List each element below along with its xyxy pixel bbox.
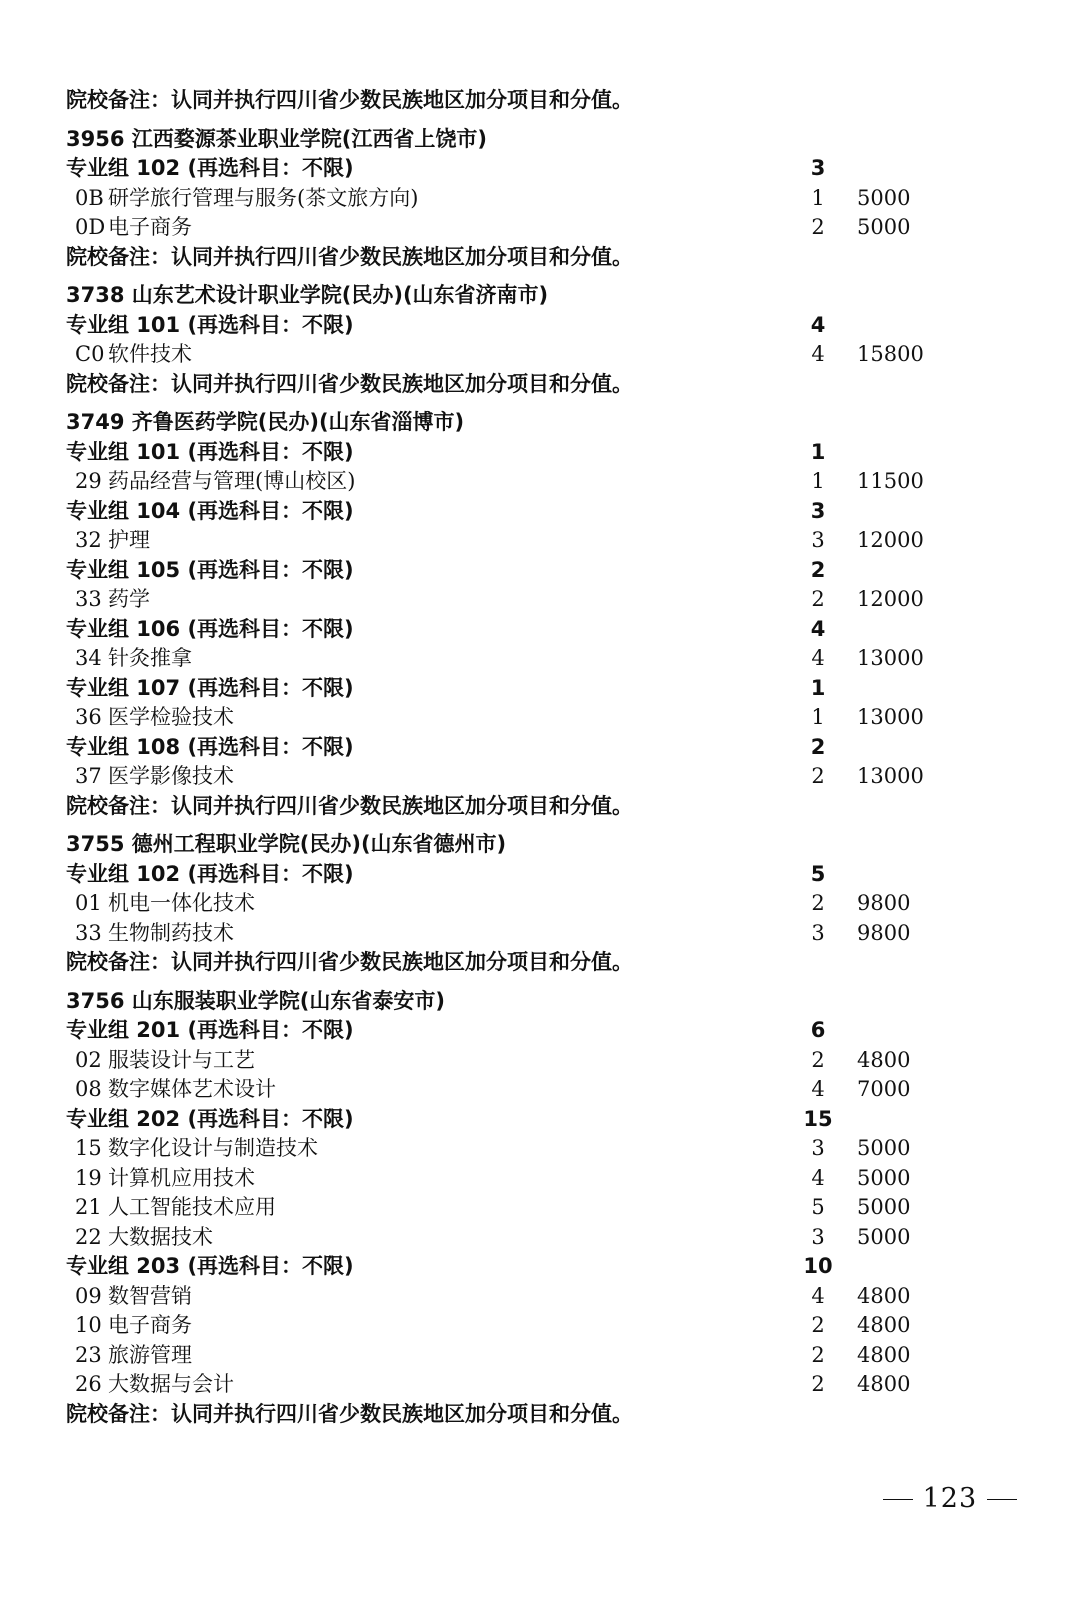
major-code: 0D: [75, 215, 106, 239]
major-row: [66, 1311, 966, 1341]
major-row: [66, 1223, 966, 1253]
page-footer: [883, 1483, 1017, 1514]
school-note: 院校备注：认同并执行四川省少数民族地区加分项目和分值。: [66, 244, 633, 269]
group-header: 专业组 107 (再选科目：不限): [66, 675, 354, 700]
major-tuition: 4800: [857, 1313, 911, 1337]
group-row: [66, 1016, 966, 1046]
group-header: 专业组 105 (再选科目：不限): [66, 557, 354, 582]
major-name: 软件技术: [108, 342, 192, 366]
major-name: 数字媒体艺术设计: [108, 1077, 276, 1101]
major-name: 针灸推拿: [108, 646, 192, 670]
group-plan-count: 4: [810, 312, 826, 337]
major-plan-count: 1: [811, 185, 825, 210]
major-plan-count: 2: [811, 1372, 825, 1396]
major-code: 19: [75, 1165, 102, 1190]
major-tuition: 5000: [857, 1195, 911, 1219]
major-name: 大数据与会计: [108, 1372, 234, 1396]
major-tuition: 5000: [857, 185, 911, 210]
major-code: 01: [75, 891, 102, 915]
school-note: 院校备注：认同并执行四川省少数民族地区加分项目和分值。: [66, 950, 633, 974]
major-tuition: 7000: [857, 1077, 911, 1101]
group-header: 专业组 108 (再选科目：不限): [66, 734, 354, 759]
major-tuition: 4800: [857, 1283, 911, 1308]
major-name: 旅游管理: [108, 1342, 192, 1367]
major-code: 08: [75, 1077, 102, 1101]
major-name: 电子商务: [108, 1313, 192, 1337]
group-row: [66, 1105, 966, 1135]
group-plan-count: 5: [810, 861, 826, 886]
group-row: [66, 733, 966, 763]
major-tuition: 5000: [857, 1165, 911, 1190]
major-row: [66, 1046, 966, 1076]
major-row: [66, 703, 966, 733]
major-name: 人工智能技术应用: [108, 1195, 276, 1219]
major-tuition: 12000: [857, 528, 924, 552]
group-plan-count: 3: [810, 156, 826, 180]
major-plan-count: 2: [811, 1313, 825, 1337]
major-plan-count: 3: [811, 1136, 825, 1160]
group-header: 专业组 104 (再选科目：不限): [66, 498, 354, 523]
group-row: [66, 497, 966, 527]
major-code: 10: [75, 1313, 102, 1337]
major-code: 33: [75, 920, 102, 945]
major-plan-count: 4: [811, 1077, 825, 1101]
major-name: 生物制药技术: [108, 920, 234, 945]
footer-dash-right: [987, 1499, 1017, 1500]
major-row: [66, 1075, 966, 1105]
group-row: [66, 860, 966, 890]
major-plan-count: 3: [811, 528, 825, 552]
group-plan-count: 2: [810, 557, 826, 582]
major-plan-count: 3: [811, 1224, 825, 1249]
school-note: 院校备注：认同并执行四川省少数民族地区加分项目和分值。: [66, 371, 633, 396]
major-name: 护理: [108, 528, 150, 552]
major-row: [66, 889, 966, 919]
major-code: 0B: [75, 185, 104, 210]
major-plan-count: 2: [811, 764, 825, 788]
major-row: [66, 526, 966, 556]
major-plan-count: 5: [811, 1195, 825, 1219]
major-tuition: 4800: [857, 1047, 911, 1072]
major-name: 机电一体化技术: [108, 891, 255, 915]
major-name: 服装设计与工艺: [108, 1047, 255, 1072]
major-row: [66, 644, 966, 674]
major-row: [66, 184, 966, 214]
major-plan-count: 4: [811, 1283, 825, 1308]
major-plan-count: 2: [811, 215, 825, 239]
group-header: 专业组 101 (再选科目：不限): [66, 312, 354, 337]
major-plan-count: 4: [811, 342, 825, 366]
major-row: [66, 585, 966, 615]
group-plan-count: 2: [810, 734, 826, 759]
major-tuition: 4800: [857, 1372, 911, 1396]
group-plan-count: 6: [810, 1018, 826, 1042]
major-name: 医学影像技术: [108, 764, 234, 788]
group-plan-count: 4: [810, 616, 826, 641]
major-name: 大数据技术: [108, 1224, 213, 1249]
major-plan-count: 1: [811, 469, 825, 493]
major-row: [66, 762, 966, 792]
major-code: C0: [75, 342, 105, 366]
school-title: 3755 德州工程职业学院(民办)(山东省德州市): [66, 832, 507, 856]
major-plan-count: 4: [811, 1165, 825, 1190]
group-header: 专业组 102 (再选科目：不限): [66, 861, 354, 886]
major-tuition: 13000: [857, 646, 924, 670]
group-header: 专业组 201 (再选科目：不限): [66, 1018, 354, 1042]
group-row: [66, 1252, 966, 1282]
major-name: 计算机应用技术: [108, 1165, 255, 1190]
group-header: 专业组 102 (再选科目：不限): [66, 156, 354, 180]
group-row: [66, 674, 966, 704]
major-tuition: 4800: [857, 1342, 911, 1367]
school-title: 3756 山东服装职业学院(山东省泰安市): [66, 988, 445, 1013]
major-code: 02: [75, 1047, 102, 1072]
school-title: 3738 山东艺术设计职业学院(民办)(山东省济南市): [66, 283, 549, 307]
group-row: [66, 438, 966, 468]
major-code: 22: [75, 1224, 102, 1249]
school-note: 院校备注：认同并执行四川省少数民族地区加分项目和分值。: [66, 88, 633, 112]
major-code: 09: [75, 1283, 102, 1308]
major-code: 29: [75, 469, 102, 493]
major-row: [66, 1370, 966, 1400]
group-row: [66, 154, 966, 184]
major-name: 药学: [108, 587, 150, 611]
major-tuition: 11500: [857, 469, 924, 493]
major-row: [66, 213, 966, 243]
group-plan-count: 10: [803, 1254, 833, 1278]
major-code: 23: [75, 1342, 102, 1367]
major-row: [66, 467, 966, 497]
school-note: 院校备注：认同并执行四川省少数民族地区加分项目和分值。: [66, 1401, 633, 1426]
major-plan-count: 2: [811, 1342, 825, 1367]
major-name: 数字化设计与制造技术: [108, 1136, 318, 1160]
major-row: [66, 1134, 966, 1164]
major-tuition: 13000: [857, 764, 924, 788]
major-name: 药品经营与管理(博山校区): [108, 469, 356, 493]
major-tuition: 15800: [857, 342, 924, 366]
major-name: 电子商务: [108, 215, 192, 239]
group-row: [66, 615, 966, 645]
major-code: 26: [75, 1372, 102, 1396]
footer-dash-left: [883, 1499, 913, 1500]
group-header: 专业组 101 (再选科目：不限): [66, 439, 354, 464]
major-name: 研学旅行管理与服务(茶文旅方向): [108, 185, 419, 210]
group-header: 专业组 203 (再选科目：不限): [66, 1254, 354, 1278]
major-code: 15: [75, 1136, 102, 1160]
major-tuition: 5000: [857, 1224, 911, 1249]
major-code: 32: [75, 528, 102, 552]
major-row: [66, 1282, 966, 1312]
major-plan-count: 2: [811, 587, 825, 611]
major-plan-count: 1: [811, 705, 825, 729]
major-row: [66, 1193, 966, 1223]
school-title: 3749 齐鲁医药学院(民办)(山东省淄博市): [66, 410, 465, 434]
major-plan-count: 2: [811, 891, 825, 915]
major-name: 医学检验技术: [108, 705, 234, 729]
major-row: [66, 340, 966, 370]
major-plan-count: 2: [811, 1047, 825, 1072]
major-code: 37: [75, 764, 102, 788]
major-tuition: 13000: [857, 705, 924, 729]
group-plan-count: 15: [803, 1106, 833, 1131]
major-code: 21: [75, 1195, 102, 1219]
school-title: 3956 江西婺源茶业职业学院(江西省上饶市): [66, 126, 487, 151]
page-content: [66, 86, 966, 1429]
group-plan-count: 3: [810, 498, 826, 523]
group-header: 专业组 106 (再选科目：不限): [66, 616, 354, 641]
group-row: [66, 311, 966, 341]
major-tuition: 5000: [857, 1136, 911, 1160]
group-plan-count: 1: [810, 439, 826, 464]
page-number: 123: [922, 1483, 978, 1514]
major-tuition: 5000: [857, 215, 911, 239]
major-row: [66, 1341, 966, 1371]
major-tuition: 9800: [857, 891, 911, 915]
group-plan-count: 1: [810, 675, 826, 700]
major-code: 33: [75, 587, 102, 611]
school-note: 院校备注：认同并执行四川省少数民族地区加分项目和分值。: [66, 793, 633, 818]
major-row: [66, 1164, 966, 1194]
major-row: [66, 919, 966, 949]
major-plan-count: 3: [811, 920, 825, 945]
group-header: 专业组 202 (再选科目：不限): [66, 1106, 354, 1131]
major-name: 数智营销: [108, 1283, 192, 1308]
major-plan-count: 4: [811, 646, 825, 670]
major-code: 36: [75, 705, 102, 729]
major-code: 34: [75, 646, 102, 670]
major-tuition: 12000: [857, 587, 924, 611]
group-row: [66, 556, 966, 586]
major-tuition: 9800: [857, 920, 911, 945]
